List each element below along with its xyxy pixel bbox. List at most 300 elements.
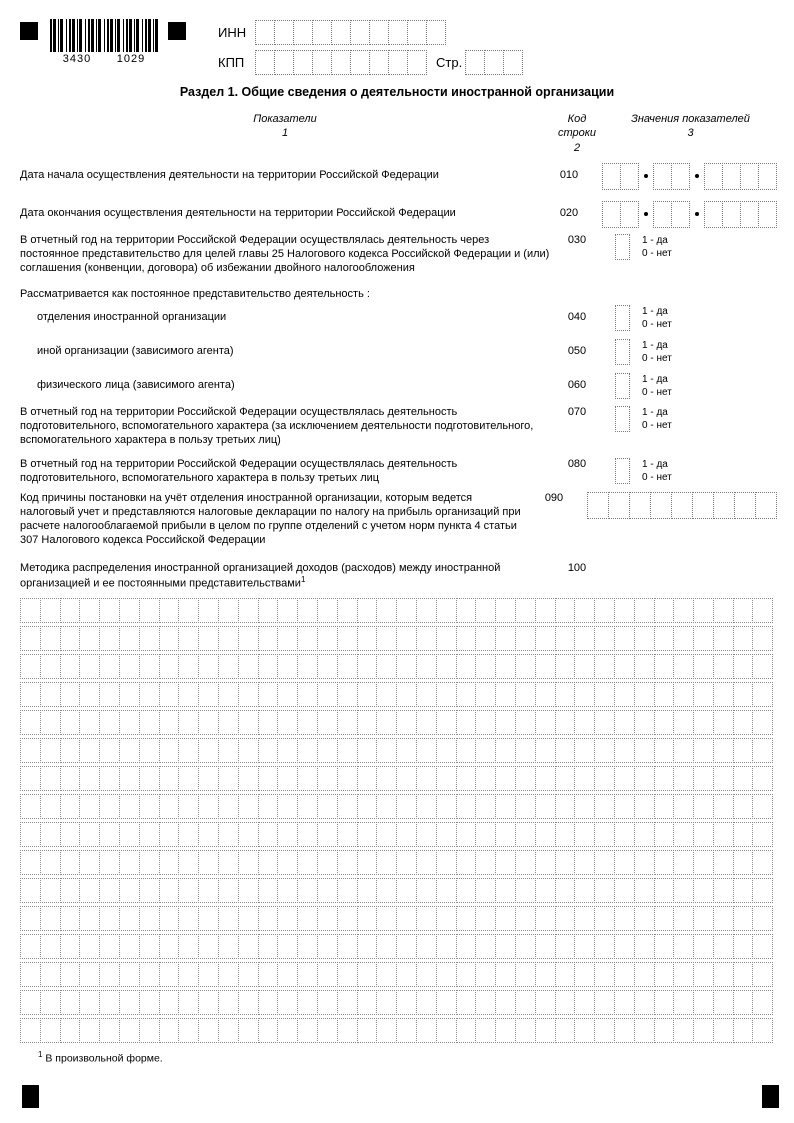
input-cell[interactable] — [515, 682, 536, 707]
input-cell[interactable] — [60, 878, 81, 903]
input-cell[interactable] — [634, 598, 655, 623]
date-start-year-field[interactable] — [704, 163, 777, 190]
input-cell[interactable] — [317, 598, 338, 623]
input-cell[interactable] — [376, 626, 397, 651]
input-cell[interactable] — [337, 1018, 358, 1043]
input-cell[interactable] — [79, 682, 100, 707]
input-cell[interactable] — [713, 766, 734, 791]
input-cell[interactable] — [693, 766, 714, 791]
input-cell[interactable] — [587, 492, 609, 519]
input-cell[interactable] — [436, 962, 457, 987]
input-cell[interactable] — [436, 598, 457, 623]
row-030-yesno-field[interactable] — [615, 234, 630, 260]
input-cell[interactable] — [594, 598, 615, 623]
input-cell[interactable] — [722, 163, 741, 190]
input-cell[interactable] — [258, 738, 279, 763]
input-cell[interactable] — [436, 654, 457, 679]
input-cell[interactable] — [40, 626, 61, 651]
input-cell[interactable] — [178, 794, 199, 819]
input-cell[interactable] — [218, 934, 239, 959]
input-cell[interactable] — [99, 850, 120, 875]
input-cell[interactable] — [673, 710, 694, 735]
input-cell[interactable] — [653, 163, 672, 190]
input-cell[interactable] — [317, 738, 338, 763]
input-cell[interactable] — [79, 990, 100, 1015]
input-cell[interactable] — [436, 626, 457, 651]
input-cell[interactable] — [178, 738, 199, 763]
inn-field[interactable] — [255, 20, 446, 45]
input-cell[interactable] — [396, 1018, 417, 1043]
input-cell[interactable] — [159, 682, 180, 707]
input-cell[interactable] — [198, 710, 219, 735]
input-cell[interactable] — [475, 934, 496, 959]
input-cell[interactable] — [159, 822, 180, 847]
input-cell[interactable] — [654, 626, 675, 651]
input-cell[interactable] — [258, 626, 279, 651]
input-cell[interactable] — [475, 990, 496, 1015]
input-cell[interactable] — [238, 934, 259, 959]
input-cell[interactable] — [331, 20, 351, 45]
input-cell[interactable] — [277, 598, 298, 623]
input-cell[interactable] — [535, 682, 556, 707]
input-cell[interactable] — [574, 654, 595, 679]
date-end-month-field[interactable] — [653, 201, 690, 228]
input-cell[interactable] — [255, 20, 275, 45]
input-cell[interactable] — [495, 990, 516, 1015]
input-cell[interactable] — [277, 654, 298, 679]
input-cell[interactable] — [755, 492, 777, 519]
input-cell[interactable] — [79, 626, 100, 651]
input-cell[interactable] — [139, 850, 160, 875]
input-cell[interactable] — [436, 990, 457, 1015]
input-cell[interactable] — [119, 822, 140, 847]
input-cell[interactable] — [733, 962, 754, 987]
input-cell[interactable] — [20, 934, 41, 959]
input-cell[interactable] — [426, 20, 446, 45]
input-cell[interactable] — [297, 794, 318, 819]
input-cell[interactable] — [376, 962, 397, 987]
input-cell[interactable] — [20, 850, 41, 875]
input-cell[interactable] — [396, 990, 417, 1015]
input-cell[interactable] — [238, 1018, 259, 1043]
input-cell[interactable] — [20, 1018, 41, 1043]
input-cell[interactable] — [40, 682, 61, 707]
input-cell[interactable] — [297, 934, 318, 959]
input-cell[interactable] — [396, 682, 417, 707]
input-cell[interactable] — [396, 654, 417, 679]
input-cell[interactable] — [139, 626, 160, 651]
input-cell[interactable] — [634, 738, 655, 763]
input-cell[interactable] — [475, 850, 496, 875]
input-cell[interactable] — [515, 990, 536, 1015]
input-cell[interactable] — [317, 906, 338, 931]
input-cell[interactable] — [654, 682, 675, 707]
input-cell[interactable] — [317, 822, 338, 847]
input-cell[interactable] — [752, 878, 773, 903]
input-cell[interactable] — [20, 878, 41, 903]
input-cell[interactable] — [357, 626, 378, 651]
input-cell[interactable] — [60, 794, 81, 819]
input-cell[interactable] — [555, 878, 576, 903]
input-cell[interactable] — [60, 626, 81, 651]
input-cell[interactable] — [79, 878, 100, 903]
input-cell[interactable] — [119, 1018, 140, 1043]
date-end-year-field[interactable] — [704, 201, 777, 228]
input-cell[interactable] — [634, 710, 655, 735]
input-cell[interactable] — [178, 962, 199, 987]
input-cell[interactable] — [634, 794, 655, 819]
input-cell[interactable] — [255, 50, 275, 75]
input-cell[interactable] — [693, 878, 714, 903]
input-cell[interactable] — [238, 738, 259, 763]
input-cell[interactable] — [614, 850, 635, 875]
input-cell[interactable] — [357, 906, 378, 931]
input-cell[interactable] — [396, 766, 417, 791]
input-cell[interactable] — [574, 598, 595, 623]
row-080-yesno-field[interactable] — [615, 458, 630, 484]
input-cell[interactable] — [733, 822, 754, 847]
input-cell[interactable] — [376, 710, 397, 735]
input-cell[interactable] — [396, 906, 417, 931]
input-cell[interactable] — [277, 906, 298, 931]
input-cell[interactable] — [752, 822, 773, 847]
input-cell[interactable] — [594, 738, 615, 763]
input-cell[interactable] — [258, 794, 279, 819]
input-cell[interactable] — [693, 710, 714, 735]
input-cell[interactable] — [475, 794, 496, 819]
input-cell[interactable] — [331, 50, 351, 75]
input-cell[interactable] — [376, 906, 397, 931]
input-cell[interactable] — [40, 850, 61, 875]
input-cell[interactable] — [159, 654, 180, 679]
input-cell[interactable] — [634, 654, 655, 679]
input-cell[interactable] — [99, 626, 120, 651]
input-cell[interactable] — [654, 878, 675, 903]
input-cell[interactable] — [178, 654, 199, 679]
date-end-day-field[interactable] — [602, 201, 639, 228]
input-cell[interactable] — [654, 822, 675, 847]
input-cell[interactable] — [654, 1018, 675, 1043]
input-cell[interactable] — [555, 794, 576, 819]
input-cell[interactable] — [258, 710, 279, 735]
input-cell[interactable] — [258, 766, 279, 791]
input-cell[interactable] — [277, 822, 298, 847]
input-cell[interactable] — [594, 654, 615, 679]
input-cell[interactable] — [416, 850, 437, 875]
input-cell[interactable] — [218, 794, 239, 819]
input-cell[interactable] — [614, 990, 635, 1015]
input-cell[interactable] — [758, 201, 777, 228]
input-cell[interactable] — [159, 626, 180, 651]
input-cell[interactable] — [79, 906, 100, 931]
input-cell[interactable] — [317, 794, 338, 819]
input-cell[interactable] — [139, 682, 160, 707]
input-cell[interactable] — [119, 962, 140, 987]
input-cell[interactable] — [535, 990, 556, 1015]
input-cell[interactable] — [40, 822, 61, 847]
input-cell[interactable] — [396, 710, 417, 735]
input-cell[interactable] — [555, 738, 576, 763]
input-cell[interactable] — [416, 766, 437, 791]
input-cell[interactable] — [614, 878, 635, 903]
input-cell[interactable] — [198, 906, 219, 931]
input-cell[interactable] — [198, 598, 219, 623]
input-cell[interactable] — [713, 934, 734, 959]
input-cell[interactable] — [594, 626, 615, 651]
input-cell[interactable] — [693, 850, 714, 875]
input-cell[interactable] — [673, 906, 694, 931]
input-cell[interactable] — [594, 934, 615, 959]
input-cell[interactable] — [159, 738, 180, 763]
input-cell[interactable] — [574, 1018, 595, 1043]
input-cell[interactable] — [495, 710, 516, 735]
input-cell[interactable] — [238, 710, 259, 735]
input-cell[interactable] — [634, 990, 655, 1015]
input-cell[interactable] — [634, 1018, 655, 1043]
input-cell[interactable] — [293, 50, 313, 75]
input-cell[interactable] — [159, 934, 180, 959]
row-060-yesno-field[interactable] — [615, 373, 630, 399]
input-cell[interactable] — [99, 990, 120, 1015]
input-cell[interactable] — [139, 766, 160, 791]
input-cell[interactable] — [119, 934, 140, 959]
input-cell[interactable] — [369, 50, 389, 75]
input-cell[interactable] — [357, 598, 378, 623]
input-cell[interactable] — [99, 738, 120, 763]
kpp-field[interactable] — [255, 50, 427, 75]
input-cell[interactable] — [495, 906, 516, 931]
input-cell[interactable] — [178, 710, 199, 735]
input-cell[interactable] — [475, 710, 496, 735]
input-cell[interactable] — [376, 766, 397, 791]
input-cell[interactable] — [515, 1018, 536, 1043]
input-cell[interactable] — [20, 962, 41, 987]
input-cell[interactable] — [218, 766, 239, 791]
input-cell[interactable] — [159, 794, 180, 819]
input-cell[interactable] — [20, 766, 41, 791]
input-cell[interactable] — [277, 1018, 298, 1043]
input-cell[interactable] — [40, 794, 61, 819]
input-cell[interactable] — [60, 1018, 81, 1043]
input-cell[interactable] — [495, 794, 516, 819]
input-cell[interactable] — [555, 962, 576, 987]
input-cell[interactable] — [653, 201, 672, 228]
input-cell[interactable] — [218, 1018, 239, 1043]
input-cell[interactable] — [614, 906, 635, 931]
input-cell[interactable] — [357, 654, 378, 679]
input-cell[interactable] — [337, 710, 358, 735]
input-cell[interactable] — [693, 794, 714, 819]
input-cell[interactable] — [337, 738, 358, 763]
input-cell[interactable] — [119, 598, 140, 623]
input-cell[interactable] — [456, 990, 477, 1015]
input-cell[interactable] — [416, 1018, 437, 1043]
input-cell[interactable] — [178, 1018, 199, 1043]
input-cell[interactable] — [614, 626, 635, 651]
input-cell[interactable] — [456, 766, 477, 791]
input-cell[interactable] — [456, 626, 477, 651]
input-cell[interactable] — [238, 654, 259, 679]
input-cell[interactable] — [337, 682, 358, 707]
input-cell[interactable] — [673, 962, 694, 987]
input-cell[interactable] — [388, 50, 408, 75]
input-cell[interactable] — [357, 766, 378, 791]
input-cell[interactable] — [99, 598, 120, 623]
input-cell[interactable] — [654, 962, 675, 987]
input-cell[interactable] — [20, 654, 41, 679]
input-cell[interactable] — [159, 850, 180, 875]
input-cell[interactable] — [396, 850, 417, 875]
input-cell[interactable] — [654, 934, 675, 959]
row-050-yesno-field[interactable] — [615, 339, 630, 365]
input-cell[interactable] — [198, 766, 219, 791]
input-cell[interactable] — [752, 654, 773, 679]
input-cell[interactable] — [713, 738, 734, 763]
input-cell[interactable] — [614, 962, 635, 987]
input-cell[interactable] — [740, 201, 759, 228]
input-cell[interactable] — [495, 626, 516, 651]
input-cell[interactable] — [277, 738, 298, 763]
input-cell[interactable] — [258, 934, 279, 959]
input-cell[interactable] — [139, 738, 160, 763]
input-cell[interactable] — [396, 626, 417, 651]
input-cell[interactable] — [238, 906, 259, 931]
input-cell[interactable] — [634, 766, 655, 791]
input-cell[interactable] — [297, 822, 318, 847]
input-cell[interactable] — [218, 990, 239, 1015]
input-cell[interactable] — [20, 710, 41, 735]
input-cell[interactable] — [416, 794, 437, 819]
input-cell[interactable] — [555, 850, 576, 875]
input-cell[interactable] — [376, 850, 397, 875]
input-cell[interactable] — [495, 962, 516, 987]
input-cell[interactable] — [357, 878, 378, 903]
input-cell[interactable] — [238, 626, 259, 651]
input-cell[interactable] — [20, 738, 41, 763]
input-cell[interactable] — [654, 990, 675, 1015]
input-cell[interactable] — [734, 492, 756, 519]
input-cell[interactable] — [495, 1018, 516, 1043]
input-cell[interactable] — [238, 766, 259, 791]
input-cell[interactable] — [178, 990, 199, 1015]
input-cell[interactable] — [495, 878, 516, 903]
row-070-yesno-field[interactable] — [615, 406, 630, 432]
input-cell[interactable] — [159, 990, 180, 1015]
input-cell[interactable] — [475, 822, 496, 847]
input-cell[interactable] — [119, 906, 140, 931]
input-cell[interactable] — [456, 934, 477, 959]
input-cell[interactable] — [277, 626, 298, 651]
input-cell[interactable] — [396, 878, 417, 903]
input-cell[interactable] — [40, 710, 61, 735]
input-cell[interactable] — [198, 990, 219, 1015]
input-cell[interactable] — [555, 598, 576, 623]
input-cell[interactable] — [673, 934, 694, 959]
input-cell[interactable] — [60, 822, 81, 847]
input-cell[interactable] — [495, 822, 516, 847]
input-cell[interactable] — [79, 766, 100, 791]
input-cell[interactable] — [484, 50, 504, 75]
input-cell[interactable] — [693, 990, 714, 1015]
input-cell[interactable] — [574, 878, 595, 903]
input-cell[interactable] — [614, 766, 635, 791]
input-cell[interactable] — [555, 710, 576, 735]
input-cell[interactable] — [312, 20, 332, 45]
input-cell[interactable] — [752, 1018, 773, 1043]
input-cell[interactable] — [139, 822, 160, 847]
input-cell[interactable] — [218, 822, 239, 847]
input-cell[interactable] — [277, 990, 298, 1015]
input-cell[interactable] — [277, 710, 298, 735]
input-cell[interactable] — [376, 598, 397, 623]
input-cell[interactable] — [40, 906, 61, 931]
input-cell[interactable] — [713, 878, 734, 903]
input-cell[interactable] — [297, 878, 318, 903]
input-cell[interactable] — [555, 682, 576, 707]
input-cell[interactable] — [574, 710, 595, 735]
input-cell[interactable] — [357, 738, 378, 763]
input-cell[interactable] — [40, 766, 61, 791]
input-cell[interactable] — [238, 990, 259, 1015]
input-cell[interactable] — [139, 990, 160, 1015]
input-cell[interactable] — [357, 794, 378, 819]
input-cell[interactable] — [574, 682, 595, 707]
input-cell[interactable] — [198, 654, 219, 679]
input-cell[interactable] — [218, 850, 239, 875]
input-cell[interactable] — [436, 710, 457, 735]
input-cell[interactable] — [535, 598, 556, 623]
input-cell[interactable] — [79, 822, 100, 847]
input-cell[interactable] — [515, 654, 536, 679]
input-cell[interactable] — [40, 962, 61, 987]
input-cell[interactable] — [198, 682, 219, 707]
input-cell[interactable] — [159, 906, 180, 931]
input-cell[interactable] — [456, 850, 477, 875]
input-cell[interactable] — [99, 654, 120, 679]
input-cell[interactable] — [602, 163, 621, 190]
input-cell[interactable] — [594, 794, 615, 819]
input-cell[interactable] — [733, 990, 754, 1015]
input-cell[interactable] — [198, 934, 219, 959]
input-cell[interactable] — [60, 598, 81, 623]
input-cell[interactable] — [535, 738, 556, 763]
input-cell[interactable] — [555, 822, 576, 847]
input-cell[interactable] — [456, 710, 477, 735]
input-cell[interactable] — [416, 682, 437, 707]
input-cell[interactable] — [337, 766, 358, 791]
input-cell[interactable] — [475, 962, 496, 987]
input-cell[interactable] — [693, 1018, 714, 1043]
input-cell[interactable] — [376, 738, 397, 763]
input-cell[interactable] — [574, 626, 595, 651]
input-cell[interactable] — [139, 878, 160, 903]
input-cell[interactable] — [602, 201, 621, 228]
input-cell[interactable] — [198, 738, 219, 763]
input-cell[interactable] — [535, 794, 556, 819]
input-cell[interactable] — [495, 850, 516, 875]
input-cell[interactable] — [654, 598, 675, 623]
input-cell[interactable] — [752, 738, 773, 763]
input-cell[interactable] — [634, 906, 655, 931]
input-cell[interactable] — [436, 850, 457, 875]
input-cell[interactable] — [79, 850, 100, 875]
input-cell[interactable] — [337, 990, 358, 1015]
input-cell[interactable] — [357, 962, 378, 987]
input-cell[interactable] — [436, 1018, 457, 1043]
input-cell[interactable] — [99, 1018, 120, 1043]
input-cell[interactable] — [574, 766, 595, 791]
input-cell[interactable] — [238, 878, 259, 903]
